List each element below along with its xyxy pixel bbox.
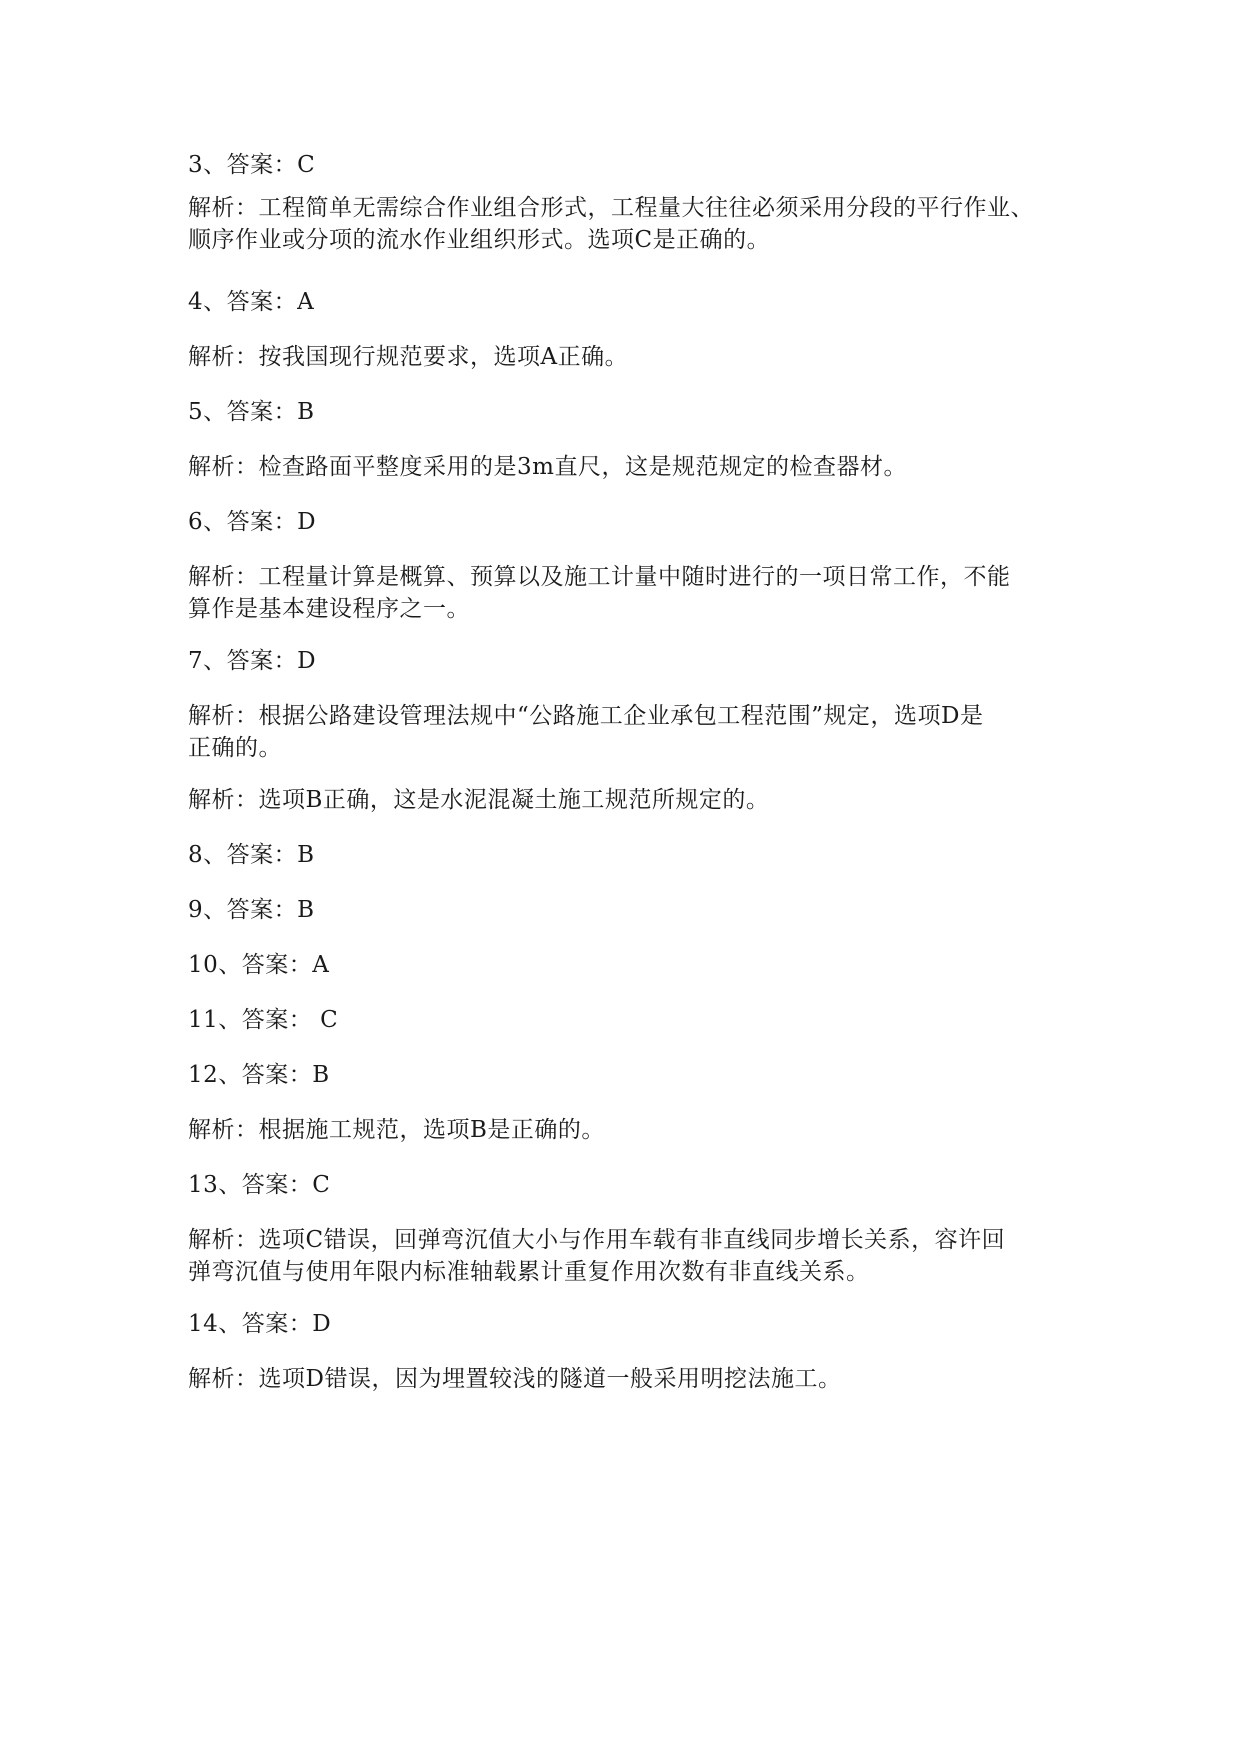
answer-7: 7、答案：D bbox=[188, 648, 317, 674]
answer-8: 8、答案：B bbox=[188, 842, 315, 868]
explanation-6-line-2: 算作是基本建设程序之一。 bbox=[188, 596, 470, 622]
answer-5: 5、答案：B bbox=[188, 399, 315, 425]
answer-9: 9、答案：B bbox=[188, 897, 315, 923]
answer-11: 11、答案： C bbox=[188, 1007, 339, 1033]
explanation-3-line-2: 顺序作业或分项的流水作业组织形式。选项C是正确的。 bbox=[188, 227, 771, 253]
answer-3: 3、答案：C bbox=[188, 152, 316, 178]
answer-6: 6、答案：D bbox=[188, 509, 317, 535]
explanation-7-line-1: 解析：根据公路建设管理法规中“公路施工企业承包工程范围”规定，选项D是 bbox=[188, 703, 984, 729]
answer-13: 13、答案：C bbox=[188, 1172, 331, 1198]
explanation-4: 解析：按我国现行规范要求，选项A正确。 bbox=[188, 344, 629, 370]
answer-12: 12、答案：B bbox=[188, 1062, 330, 1088]
explanation-5: 解析：检查路面平整度采用的是3m直尺，这是规范规定的检查器材。 bbox=[188, 454, 907, 480]
explanation-7-line-2: 正确的。 bbox=[188, 735, 282, 761]
explanation-14: 解析：选项D错误，因为埋置较浅的隧道一般采用明挖法施工。 bbox=[188, 1366, 842, 1392]
answer-4: 4、答案：A bbox=[188, 289, 315, 315]
explanation-extra: 解析：选项B正确，这是水泥混凝土施工规范所规定的。 bbox=[188, 787, 770, 813]
explanation-13-line-2: 弹弯沉值与使用年限内标准轴载累计重复作用次数有非直线关系。 bbox=[188, 1259, 870, 1285]
answer-10: 10、答案：A bbox=[188, 952, 330, 978]
answer-14: 14、答案：D bbox=[188, 1311, 332, 1337]
explanation-13-line-1: 解析：选项C错误，回弹弯沉值大小与作用车载有非直线同步增长关系，容许回 bbox=[188, 1227, 1006, 1253]
explanation-12: 解析：根据施工规范，选项B是正确的。 bbox=[188, 1117, 605, 1143]
explanation-6-line-1: 解析：工程量计算是概算、预算以及施工计量中随时进行的一项日常工作，不能 bbox=[188, 564, 1011, 590]
explanation-3-line-1: 解析：工程简单无需综合作业组合形式，工程量大往往必须采用分段的平行作业、 bbox=[188, 195, 1034, 221]
